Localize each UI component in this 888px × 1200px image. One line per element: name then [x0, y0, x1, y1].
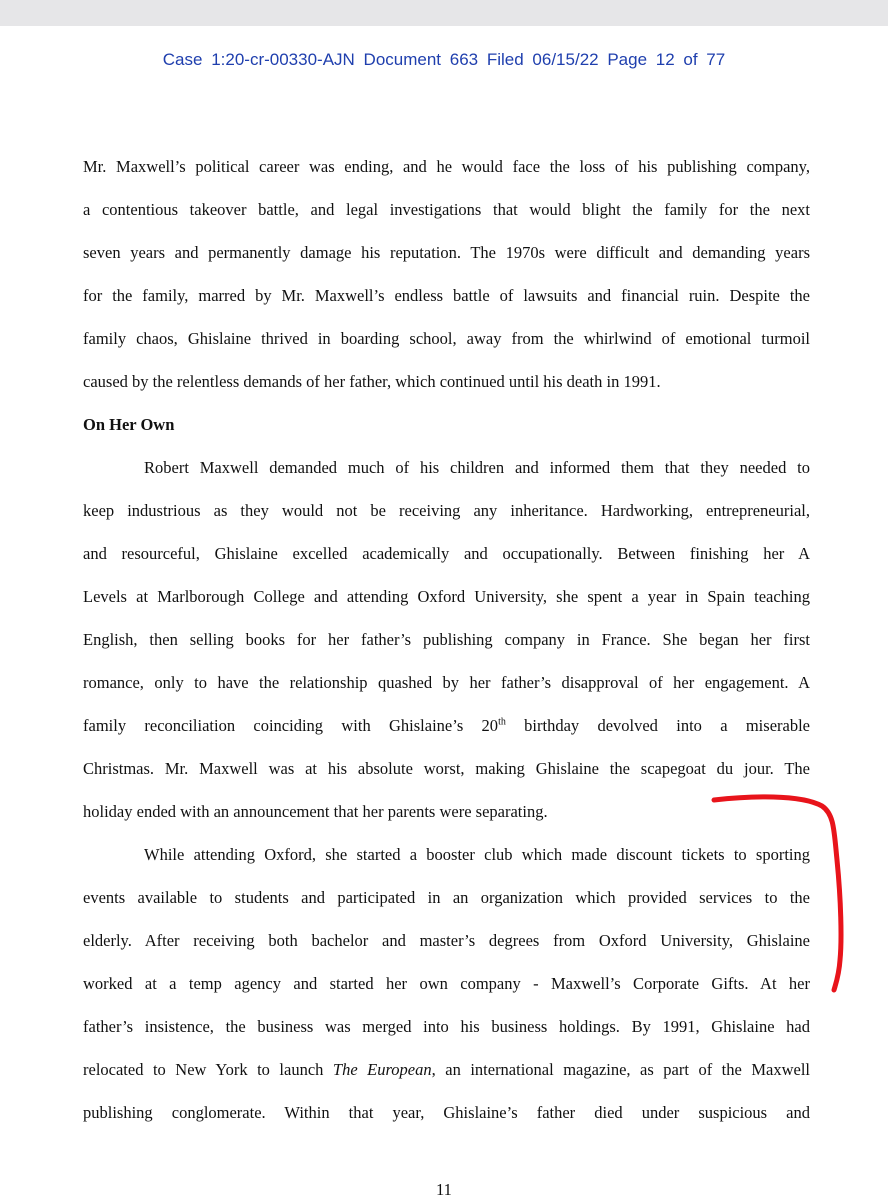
body-line: father’s insistence, the business was merged into his business holdings. By 1991, Ghislaine had: [83, 1017, 810, 1036]
page-number: 11: [436, 1180, 452, 1199]
ordinal-suffix: th: [498, 716, 506, 728]
document-number: Document 663: [363, 50, 479, 69]
viewer-top-bar: [0, 0, 888, 26]
line-text: family reconciliation coinciding with Ghislaine’s 20: [83, 716, 499, 735]
line-text: birthday devolved into a miserable: [505, 716, 810, 735]
section-heading: On Her Own: [83, 415, 175, 434]
red-pen-annotation: [700, 790, 860, 1000]
body-line: for the family, marred by Mr. Maxwell’s endless battle of lawsuits and financial ruin. Despite the: [83, 286, 810, 305]
body-line: Mr. Maxwell’s political career was ending, and he would face the loss of his publishing company,: [83, 157, 810, 176]
body-line: Christmas. Mr. Maxwell was at his absolute worst, making Ghislaine the scapegoat du jour. The: [83, 759, 810, 778]
case-header: [0, 50, 888, 70]
filed-date: Filed 06/15/22: [486, 50, 599, 69]
body-line: holiday ended with an announcement that her parents were separating.: [83, 802, 548, 821]
body-line: and resourceful, Ghislaine excelled academically and occupationally. Between finishing her A: [83, 544, 810, 563]
body-line: While attending Oxford, she started a booster club which made discount tickets to sporting: [144, 845, 810, 864]
body-line: elderly. After receiving both bachelor and master’s degrees from Oxford University, Ghislaine: [83, 931, 810, 950]
body-line: a contentious takeover battle, and legal investigations that would blight the family for the next: [83, 200, 810, 219]
page-count: Page 12 of 77: [607, 50, 726, 69]
body-line: English, then selling books for her father’s publishing company in France. She began her first: [83, 630, 810, 649]
body-line: seven years and permanently damage his reputation. The 1970s were difficult and demanding years: [83, 243, 810, 262]
case-number: Case 1:20-cr-00330-AJN: [162, 50, 355, 69]
body-line: publishing conglomerate. Within that year, Ghislaine’s father died under suspicious and: [83, 1103, 810, 1122]
line-text: , an international magazine, as part of the Maxwell: [431, 1060, 810, 1079]
body-line: worked at a temp agency and started her own company - Maxwell’s Corporate Gifts. At her: [83, 974, 810, 993]
body-line: Levels at Marlborough College and attending Oxford University, she spent a year in Spain teaching: [83, 587, 810, 606]
line-text: relocated to New York to launch: [83, 1060, 333, 1079]
annotation-stroke: [714, 797, 841, 990]
body-line: keep industrious as they would not be receiving any inheritance. Hardworking, entrepreneurial,: [83, 501, 810, 520]
magazine-title: The European: [332, 1060, 432, 1079]
body-line: Robert Maxwell demanded much of his children and informed them that they needed to: [144, 458, 810, 477]
body-line: family chaos, Ghislaine thrived in boarding school, away from the whirlwind of emotional turmoil: [83, 329, 810, 348]
body-line: [83, 704, 810, 747]
body-line: caused by the relentless demands of her father, which continued until his death in 1991.: [83, 372, 661, 391]
document-page: [0, 26, 888, 1200]
body-line: [83, 1048, 810, 1091]
body-line: romance, only to have the relationship quashed by her father’s disapproval of her engagement. A: [83, 673, 810, 692]
body-line: events available to students and participated in an organization which provided services to the: [83, 888, 810, 907]
